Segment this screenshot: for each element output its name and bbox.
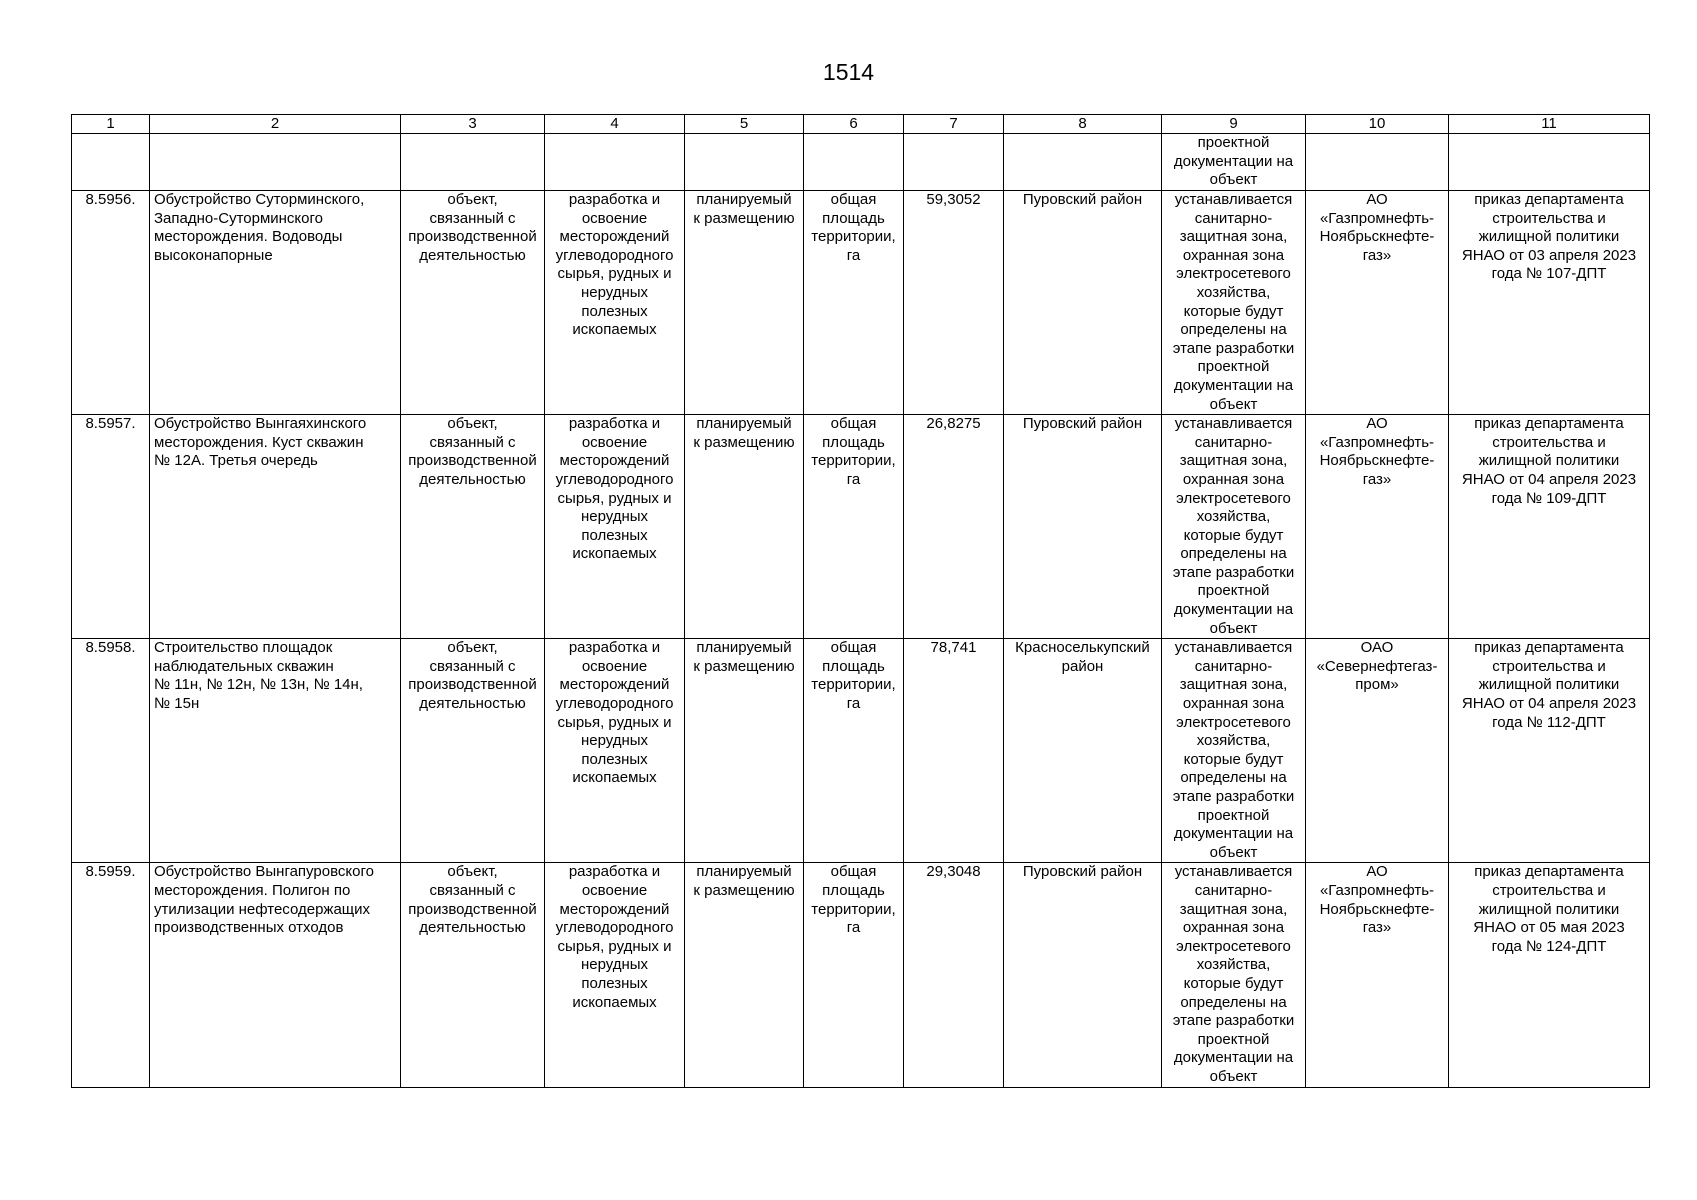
object-purpose: разработка и освоение месторождений углеводородного сырья, рудных и нерудных полезных ископаемых — [545, 639, 685, 863]
object-name: Обустройство Вынгапуровского месторождения. Полигон по утилизации нефтесодержащих производственных отходов — [150, 863, 401, 1088]
object-characteristic: общая площадь территории, га — [804, 863, 904, 1088]
page-number: 1514 — [822, 59, 875, 85]
table-cell — [1162, 134, 1306, 191]
object-characteristic: общая площадь территории, га — [804, 639, 904, 863]
object-document: приказ департамента строительства и жилищной политики ЯНАО от 05 мая 2023 года № 124-ДПТ — [1449, 863, 1650, 1088]
table-row — [72, 639, 1650, 863]
table-row — [72, 191, 1650, 415]
object-location: Пуровский район — [1004, 415, 1162, 639]
object-location: Пуровский район — [1004, 191, 1162, 415]
object-value: 59,3052 — [904, 191, 1004, 415]
table-cell — [150, 134, 401, 191]
object-purpose: разработка и освоение месторождений углеводородного сырья, рудных и нерудных полезных ископаемых — [545, 863, 685, 1088]
row-number: 8.5957. — [72, 415, 150, 639]
column-header: 3 — [401, 115, 545, 134]
row-number: 8.5959. — [72, 863, 150, 1088]
object-zone: устанавливается санитарно- защитная зона, охранная зона электросетевого хозяйства, которые будут определены на этапе разработки проектной документации на объект — [1162, 639, 1306, 863]
column-header: 11 — [1449, 115, 1650, 134]
object-document: приказ департамента строительства и жилищной политики ЯНАО от 04 апреля 2023 года № 112-ДПТ — [1449, 639, 1650, 863]
row-number: 8.5956. — [72, 191, 150, 415]
table-row — [72, 863, 1650, 1088]
object-type: объект, связанный с производственной деятельностью — [401, 863, 545, 1088]
object-owner: ОАО «Севернефтегаз- пром» — [1306, 639, 1449, 863]
object-location: Красноселькупский район — [1004, 639, 1162, 863]
object-zone: устанавливается санитарно- защитная зона, охранная зона электросетевого хозяйства, которые будут определены на этапе разработки проектной документации на объект — [1162, 191, 1306, 415]
column-header: 5 — [685, 115, 804, 134]
table-header-row — [72, 115, 1650, 134]
object-characteristic: общая площадь территории, га — [804, 191, 904, 415]
table-cell — [1004, 134, 1162, 191]
object-type: объект, связанный с производственной деятельностью — [401, 191, 545, 415]
object-document: приказ департамента строительства и жилищной политики ЯНАО от 03 апреля 2023 года № 107-ДПТ — [1449, 191, 1650, 415]
object-status: планируемый к размещению — [685, 191, 804, 415]
object-name: Обустройство Вынгаяхинского месторождения. Куст скважин № 12А. Третья очередь — [150, 415, 401, 639]
column-header: 10 — [1306, 115, 1449, 134]
column-header: 8 — [1004, 115, 1162, 134]
object-purpose: разработка и освоение месторождений углеводородного сырья, рудных и нерудных полезных ископаемых — [545, 191, 685, 415]
continuation-row — [72, 134, 1650, 191]
column-header: 9 — [1162, 115, 1306, 134]
object-value: 29,3048 — [904, 863, 1004, 1088]
object-name: Обустройство Суторминского, Западно-Суторминского месторождения. Водоводы высоконапорные — [150, 191, 401, 415]
object-characteristic: общая площадь территории, га — [804, 415, 904, 639]
column-header: 6 — [804, 115, 904, 134]
table-cell — [904, 134, 1004, 191]
table-cell — [685, 134, 804, 191]
object-status: планируемый к размещению — [685, 863, 804, 1088]
object-name: Строительство площадок наблюдательных скважин № 11н, № 12н, № 13н, № 14н, № 15н — [150, 639, 401, 863]
row-number: 8.5958. — [72, 639, 150, 863]
object-type: объект, связанный с производственной деятельностью — [401, 639, 545, 863]
objects-table — [71, 114, 1650, 1088]
zone-text: проектной документации на объект — [1173, 134, 1294, 189]
object-value: 26,8275 — [904, 415, 1004, 639]
object-value: 78,741 — [904, 639, 1004, 863]
object-zone: устанавливается санитарно- защитная зона, охранная зона электросетевого хозяйства, которые будут определены на этапе разработки проектной документации на объект — [1162, 415, 1306, 639]
table-row — [72, 415, 1650, 639]
object-owner: АО «Газпромнефть- Ноябрьскнефте- газ» — [1306, 415, 1449, 639]
object-status: планируемый к размещению — [685, 639, 804, 863]
table-cell — [72, 134, 150, 191]
table-cell — [1306, 134, 1449, 191]
column-header: 4 — [545, 115, 685, 134]
object-location: Пуровский район — [1004, 863, 1162, 1088]
object-status: планируемый к размещению — [685, 415, 804, 639]
column-header: 2 — [150, 115, 401, 134]
column-header: 1 — [72, 115, 150, 134]
column-header: 7 — [904, 115, 1004, 134]
object-document: приказ департамента строительства и жилищной политики ЯНАО от 04 апреля 2023 года № 109-ДПТ — [1449, 415, 1650, 639]
object-zone: устанавливается санитарно- защитная зона, охранная зона электросетевого хозяйства, которые будут определены на этапе разработки проектной документации на объект — [1162, 863, 1306, 1088]
table-cell — [401, 134, 545, 191]
object-owner: АО «Газпромнефть- Ноябрьскнефте- газ» — [1306, 191, 1449, 415]
table-cell — [804, 134, 904, 191]
object-owner: АО «Газпромнефть- Ноябрьскнефте- газ» — [1306, 863, 1449, 1088]
table-cell — [1449, 134, 1650, 191]
table-cell — [545, 134, 685, 191]
object-type: объект, связанный с производственной деятельностью — [401, 415, 545, 639]
object-purpose: разработка и освоение месторождений углеводородного сырья, рудных и нерудных полезных ископаемых — [545, 415, 685, 639]
